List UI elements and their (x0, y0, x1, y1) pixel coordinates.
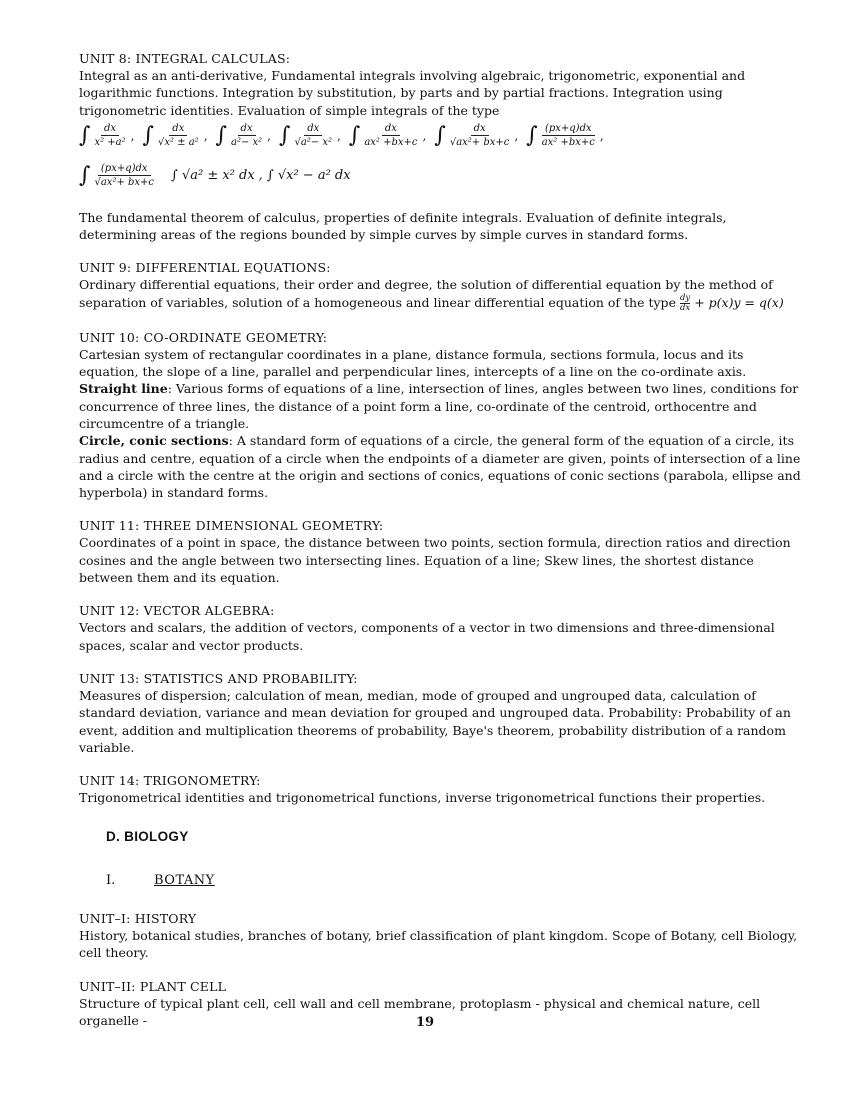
unit-8-heading: UNIT 8: INTEGRAL CALCULAS: (79, 51, 291, 66)
integral-formulas-row-1 (79, 121, 801, 151)
unit-8-paragraph-2: The fundamental theorem of calculus, properties of definite integrals. Evaluation of definite integrals, determining areas of the regions bounded by simple curves by simple curves in standard forms. (79, 209, 727, 243)
integral-formula: ∫ $\frac{dx}{\text{√x² ± a²}}$ , (142, 122, 208, 149)
unit-14-heading: UNIT 14: TRIGONOMETRY: (79, 773, 261, 789)
unit-12-heading: UNIT 12: VECTOR ALGEBRA: (79, 603, 275, 619)
differential-equation: + p(x)y = q(x) (694, 294, 784, 310)
integral-formula: ∫ $\frac{dx}{\text{√ax²+ bx+c}}$ , (434, 122, 519, 149)
unit-11-paragraph: Coordinates of a point in space, the distance between two points, section formula, direction ratios and direction cosines and the angle between two intersecting lines. Equation of a line; Skew lines, the shortest distance between them and its equation. (79, 535, 791, 586)
integral-formula: ∫ $\frac{dx}{\text{a²− x²}}$ , (215, 122, 271, 149)
unit-9-section (79, 259, 801, 312)
circle-text: : A standard form of equations of a circle, the general form of the equation of a circle, its radius and centre, equation of a circle when the endpoints of a diameter are given, points of intersection of a line and a circle with the centre at the origin and sections of conics, equations of conic sections (parabola, ellipse and hyperbola) in standard forms. (79, 433, 801, 501)
integral-expression: ∫ √a² ± x² dx (171, 168, 255, 184)
page-number: 19 (415, 1015, 435, 1030)
unit-10-section (79, 329, 801, 502)
unit-i-paragraph: History, botanical studies, branches of botany, brief classification of plant kingdom. Scope of Botany, cell Biology, cell theory. (79, 928, 798, 961)
botany-heading (106, 873, 215, 888)
botany-title: BOTANY (154, 873, 215, 888)
page-content (79, 50, 801, 822)
unit-10-straight-line (79, 380, 801, 432)
unit-ii-paragraph: Structure of typical plant cell, cell wall and cell membrane, protoplasm - physical and chemical nature, cell organelle - (79, 995, 761, 1028)
unit-8-section (79, 50, 801, 243)
unit-10-paragraph-1: Cartesian system of rectangular coordinates in a plane, distance formula, sections formula, locus and its equation, the slope of a line, parallel and perpendicular lines, intercepts of a line on the co-ordinate axis. (79, 346, 747, 380)
section-d-heading: D. BIOLOGY (106, 829, 189, 844)
unit-11-section (79, 517, 801, 586)
straight-line-label: Straight line (79, 381, 168, 397)
unit-14-section (79, 772, 801, 806)
unit-i-heading: UNIT–I: HISTORY (79, 911, 197, 926)
unit-i-section (79, 910, 801, 962)
unit-13-section (79, 670, 801, 756)
unit-9-text-line-2: separation of variables, solution of a homogeneous and linear differential equation of the type (79, 294, 676, 310)
integral-formula: ∫ $\frac{dx}{\text{ax² +bx+c}}$ , (348, 122, 427, 149)
unit-10-circle (79, 432, 801, 501)
integral-formula: ∫ $\frac{dx}{\text{x² +a²}}$ , (79, 122, 135, 149)
unit-12-section (79, 602, 801, 654)
unit-13-paragraph: Measures of dispersion; calculation of mean, median, mode of grouped and ungrouped data, calculation of standard deviation, variance and mean deviation for grouped and ungrouped data. Probability: Probability of an event, addition and multiplication theorems of probability, Baye's theorem, probability distribution of a random variable. (79, 687, 791, 755)
botany-number: I. (106, 873, 116, 888)
unit-13-heading: UNIT 13: STATISTICS AND PROBABILITY: (79, 670, 358, 686)
unit-8-paragraph-1: Integral as an anti-derivative, Fundamental integrals involving algebraic, trigonometric, exponential and logarithmic functions. Integration by substitution, by parts and by partial fractions. Integration using trigonometric identities. Evaluation of simple integrals of the type (79, 68, 746, 118)
straight-line-text: : Various forms of equations of a line, intersection of lines, angles between two lines, conditions for concurrence of three lines, the distance of a point form a line, co-ordinate of the centroid, orthocentre and circumcentre of a triangle. (79, 381, 799, 431)
derivative-fraction: $\frac{dy}{dx}$ (679, 292, 691, 313)
unit-10-heading: UNIT 10: CO-ORDINATE GEOMETRY: (79, 329, 328, 345)
integral-formulas-row-2 (79, 161, 801, 191)
integral-expression: , ∫ √x² − a² dx (258, 168, 351, 184)
unit-9-paragraph (79, 276, 801, 312)
integral-formula: ∫ $\frac{(px+q)dx}{\text{ax² +bx+c}}$ , (526, 122, 604, 149)
circle-label: Circle, conic sections (79, 433, 229, 449)
integral-formula: ∫ $\frac{(px+q)dx}{\text{√ax²+ bx+c}}$ (79, 162, 155, 189)
unit-ii-heading: UNIT–II: PLANT CELL (79, 978, 227, 994)
unit-12-paragraph: Vectors and scalars, the addition of vectors, components of a vector in two dimensions and three-dimensional spaces, scalar and vector products. (79, 620, 775, 653)
integral-formula: ∫ $\frac{dx}{\text{√a²− x²}}$ , (279, 122, 341, 149)
unit-9-heading: UNIT 9: DIFFERENTIAL EQUATIONS: (79, 260, 331, 276)
unit-11-heading: UNIT 11: THREE DIMENSIONAL GEOMETRY: (79, 518, 384, 534)
unit-9-text-line-1: Ordinary differential equations, their order and degree, the solution of differential equation by the method of (79, 277, 773, 293)
unit-14-paragraph: Trigonometrical identities and trigonometrical functions, inverse trigonometrical functions their properties. (79, 790, 766, 806)
